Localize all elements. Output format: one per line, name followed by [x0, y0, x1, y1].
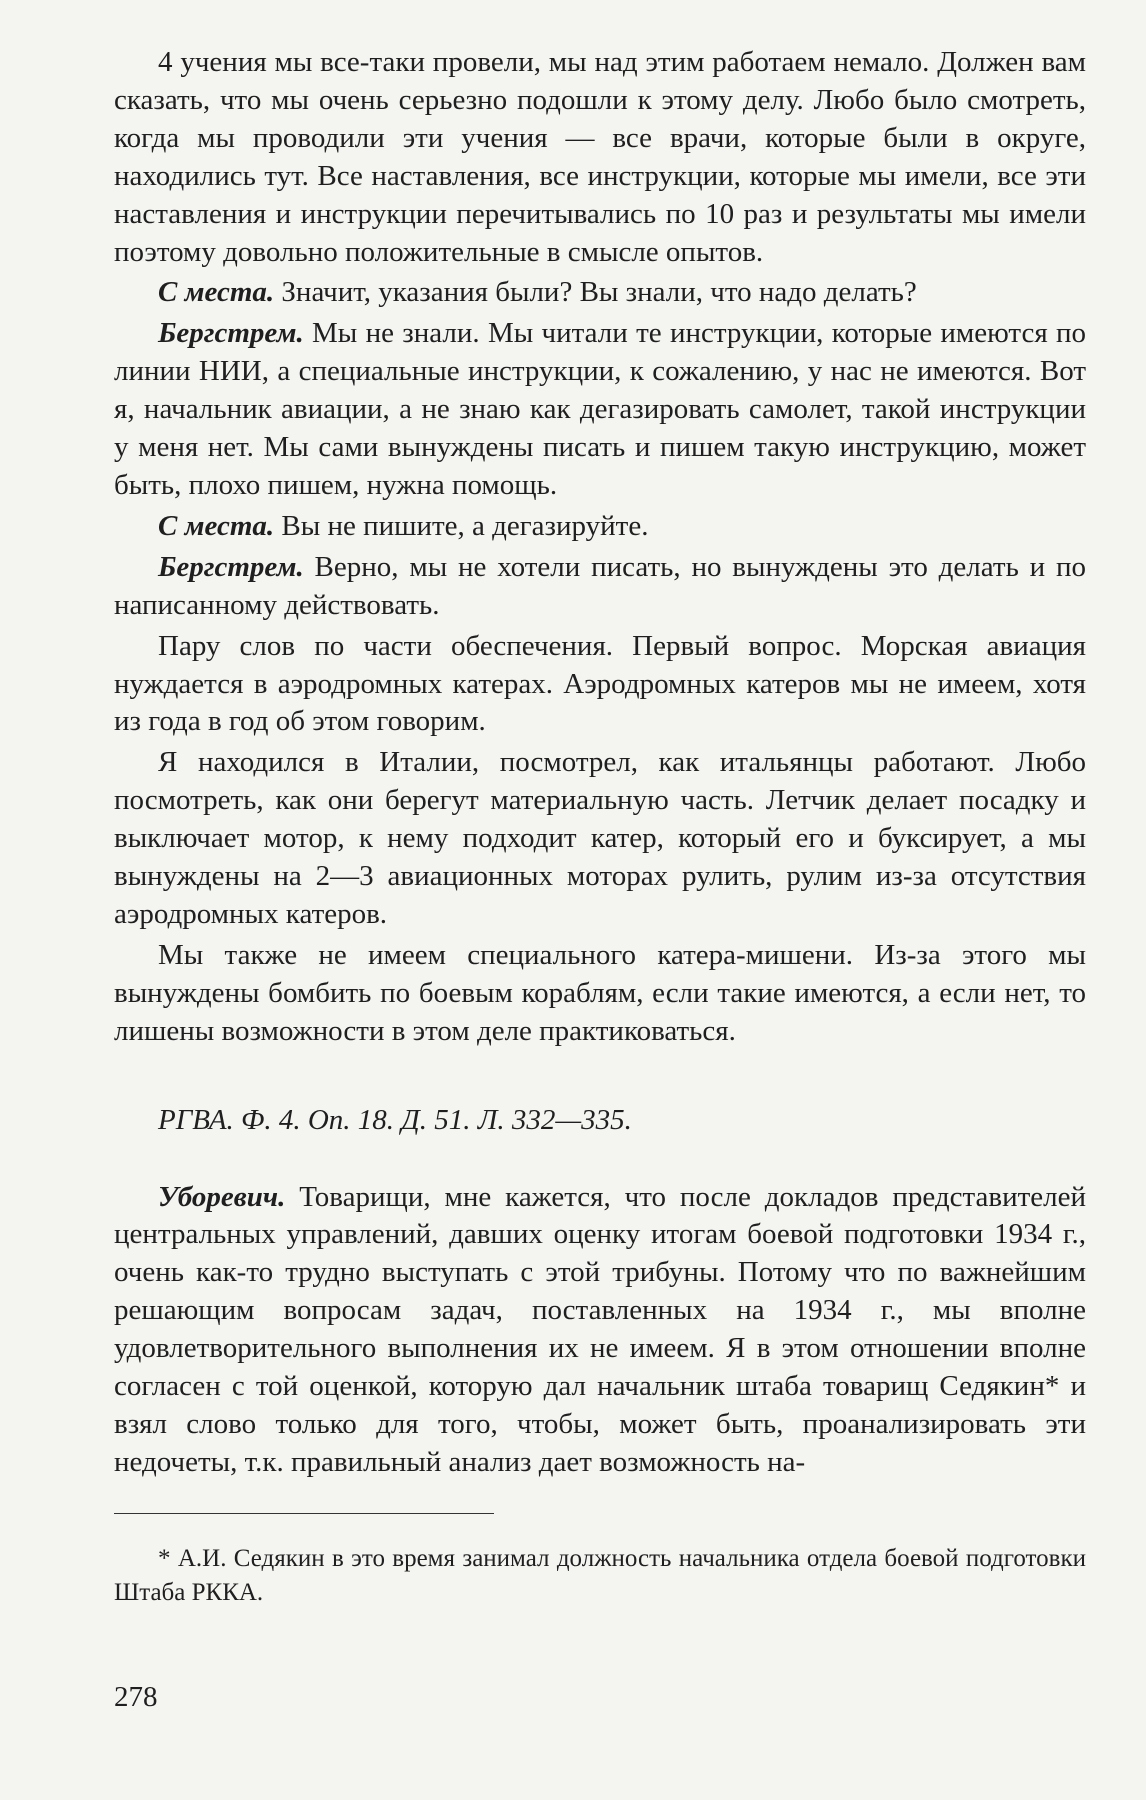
archive-source-citation: РГВА. Ф. 4. Оп. 18. Д. 51. Л. 332—335.	[158, 1103, 632, 1136]
speaker-label: Бергстрем.	[158, 550, 304, 583]
paragraph-text: Верно, мы не хотели писать, но вынуждены это делать и по написанному действовать.	[114, 550, 1086, 621]
page-content	[114, 44, 1086, 1610]
paragraph-text: Значит, указания были? Вы знали, что надо делать?	[281, 276, 917, 309]
paragraph-uborevich	[114, 1179, 1086, 1482]
page-number: 278	[114, 1681, 158, 1713]
paragraph-7	[114, 744, 1086, 934]
paragraph-text: Товарищи, мне кажется, что после докладов представителей центральных управлений, давших оценку итогам боевой подготовки 1934 г., очень как-то трудно выступать с этой трибуны. Потому что по важнейшим решающим вопросам задач, поставленных на 1934 г., мы вполне удовлетворительного выполнения их не имеем. Я в этом отношении вполне согласен с той оценкой, которую дал начальник штаба товарищ Седякин* и взял слово только для того, чтобы, может быть, проанализировать эти недочеты, т.к. правильный анализ дает возможность на-	[114, 1180, 1086, 1478]
paragraph-text: Мы также не имеем специального катера-мишени. Из-за этого мы вынуждены бомбить по боевым кораблям, если такие имеются, а если нет, то лишены возможности в этом деле практиковаться.	[114, 938, 1086, 1047]
paragraph-text: Вы не пишите, а дегазируйте.	[281, 509, 649, 542]
footnote-divider	[114, 1513, 494, 1514]
speaker-label: С места.	[158, 276, 275, 309]
paragraph-4	[114, 508, 1086, 546]
paragraph-6	[114, 628, 1086, 742]
paragraph-5	[114, 549, 1086, 625]
paragraph-text: Мы не знали. Мы читали те инструкции, которые имеются по линии НИИ, а специальные инструкции, к сожалению, у нас не имеются. Вот я, начальник авиации, а не знаю как дегазировать самолет, такой инструкции у меня нет. Мы сами вынуждены писать и пишем такую инструкцию, может быть, плохо пишем, нужна помощь.	[114, 317, 1087, 501]
paragraph-text: Я находился в Италии, посмотрел, как итальянцы работают. Любо посмотреть, как они берегут материальную часть. Летчик делает посадку и выключает мотор, к нему подходит катер, который его и буксирует, а мы вынуждены на 2—3 авиационных моторах рулить, рулим из-за отсутствия аэродромных катеров.	[114, 746, 1086, 930]
paragraph-3	[114, 315, 1086, 505]
paragraph-2	[114, 274, 1086, 312]
speaker-label: Уборевич.	[158, 1180, 286, 1213]
footnote: * А.И. Седякин в это время занимал должность начальника отдела боевой подготовки Штаба РККА.	[114, 1544, 1086, 1606]
paragraph-text: Пару слов по части обеспечения. Первый вопрос. Морская авиация нуждается в аэродромных катерах. Аэродромных катеров мы не имеем, хотя из года в год об этом говорим.	[114, 629, 1086, 738]
paragraph-text: 4 учения мы все-таки провели, мы над этим работаем немало. Должен вам сказать, что мы очень серьезно подошли к этому делу. Любо было смотреть, когда мы проводили эти учения — все врачи, которые были в округе, находились тут. Все наставления, все инструкции, которые мы имели, все эти наставления и инструкции перечитывались по 10 раз и результаты мы имели поэтому довольно положительные в смысле опытов.	[114, 46, 1086, 268]
paragraph-8	[114, 937, 1086, 1051]
speaker-label: С места.	[158, 509, 275, 542]
paragraph-1	[114, 44, 1086, 271]
speaker-label: Бергстрем.	[158, 317, 304, 350]
